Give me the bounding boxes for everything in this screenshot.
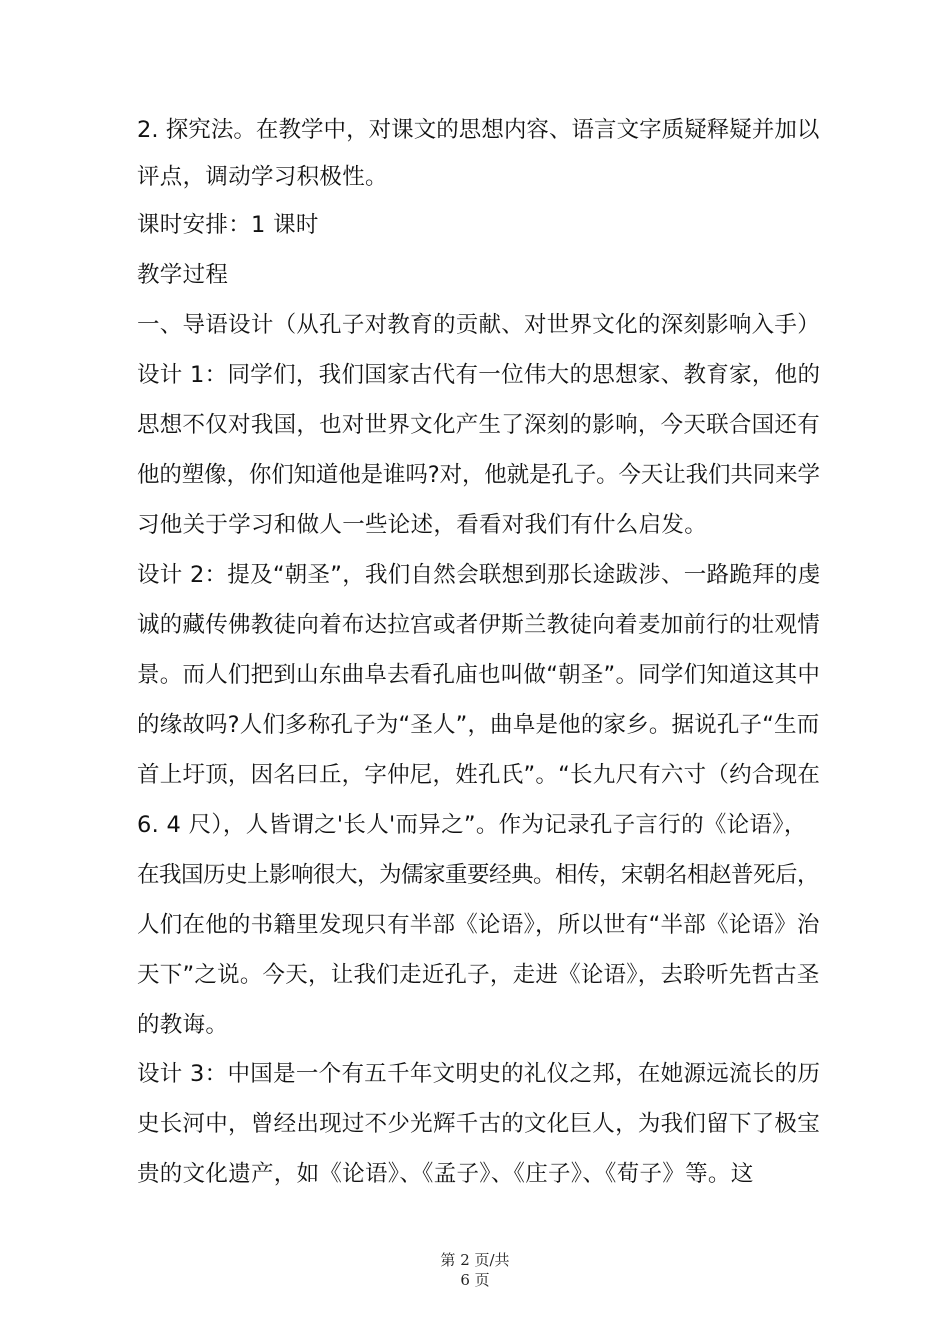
text-line: 他的塑像，你们知道他是谁吗?对，他就是孔子。今天让我们共同来学 <box>137 462 820 488</box>
text-line: 诚的藏传佛教徒向着布达拉宫或者伊斯兰教徒向着麦加前行的壮观情 <box>137 612 820 638</box>
text-line: 2. 探究法。在教学中，对课文的思想内容、语言文字质疑释疑并加以 <box>137 117 820 143</box>
text-line: 的缘故吗?人们多称孔子为“圣人”，曲阜是他的家乡。据说孔子“生而 <box>137 712 820 738</box>
page-number-line-2: 6 页 <box>460 1271 490 1289</box>
text-line: 景。而人们把到山东曲阜去看孔庙也叫做“朝圣”。同学们知道这其中 <box>137 662 821 688</box>
text-line: 设计 1：同学们，我们国家古代有一位伟大的思想家、教育家，他的 <box>137 362 821 388</box>
text-line: 课时安排：1 课时 <box>137 212 319 238</box>
text-line: 人们在他的书籍里发现只有半部《论语》，所以世有“半部《论语》治 <box>137 912 820 938</box>
text-line: 贵的文化遗产，如《论语》、《孟子》、《庄子》、《荀子》等。这 <box>137 1161 754 1187</box>
text-line: 6. 4 尺），人皆谓之'长人'而异之”。作为记录孔子言行的《论语》， <box>137 812 807 838</box>
section-heading: 一、导语设计（从孔子对教育的贡献、对世界文化的深刻影响入手） <box>137 312 820 338</box>
page-number-line-1: 第 2 页/共 <box>440 1251 510 1269</box>
text-line: 史长河中，曾经出现过不少光辉千古的文化巨人，为我们留下了极宝 <box>137 1111 820 1137</box>
text-line: 评点，调动学习积极性。 <box>137 164 388 190</box>
text-line: 首上圩顶，因名曰丘，字仲尼，姓孔氏”。“长九尺有六寸（约合现在 <box>137 762 821 788</box>
text-line: 设计 3：中国是一个有五千年文明史的礼仪之邦，在她源远流长的历 <box>137 1061 821 1087</box>
section-heading: 教学过程 <box>137 262 229 288</box>
text-line: 习他关于学习和做人一些论述，看看对我们有什么启发。 <box>137 512 708 538</box>
text-line: 思想不仅对我国，也对世界文化产生了深刻的影响，今天联合国还有 <box>137 412 820 438</box>
text-line: 在我国历史上影响很大，为儒家重要经典。相传，宋朝名相赵普死后， <box>137 862 820 888</box>
text-line: 设计 2：提及“朝圣”，我们自然会联想到那长途跋涉、一路跪拜的虔 <box>137 562 821 588</box>
text-line: 的教诲。 <box>137 1012 229 1038</box>
text-line: 天下”之说。今天，让我们走近孔子，走进《论语》，去聆听先哲古圣 <box>137 962 820 988</box>
